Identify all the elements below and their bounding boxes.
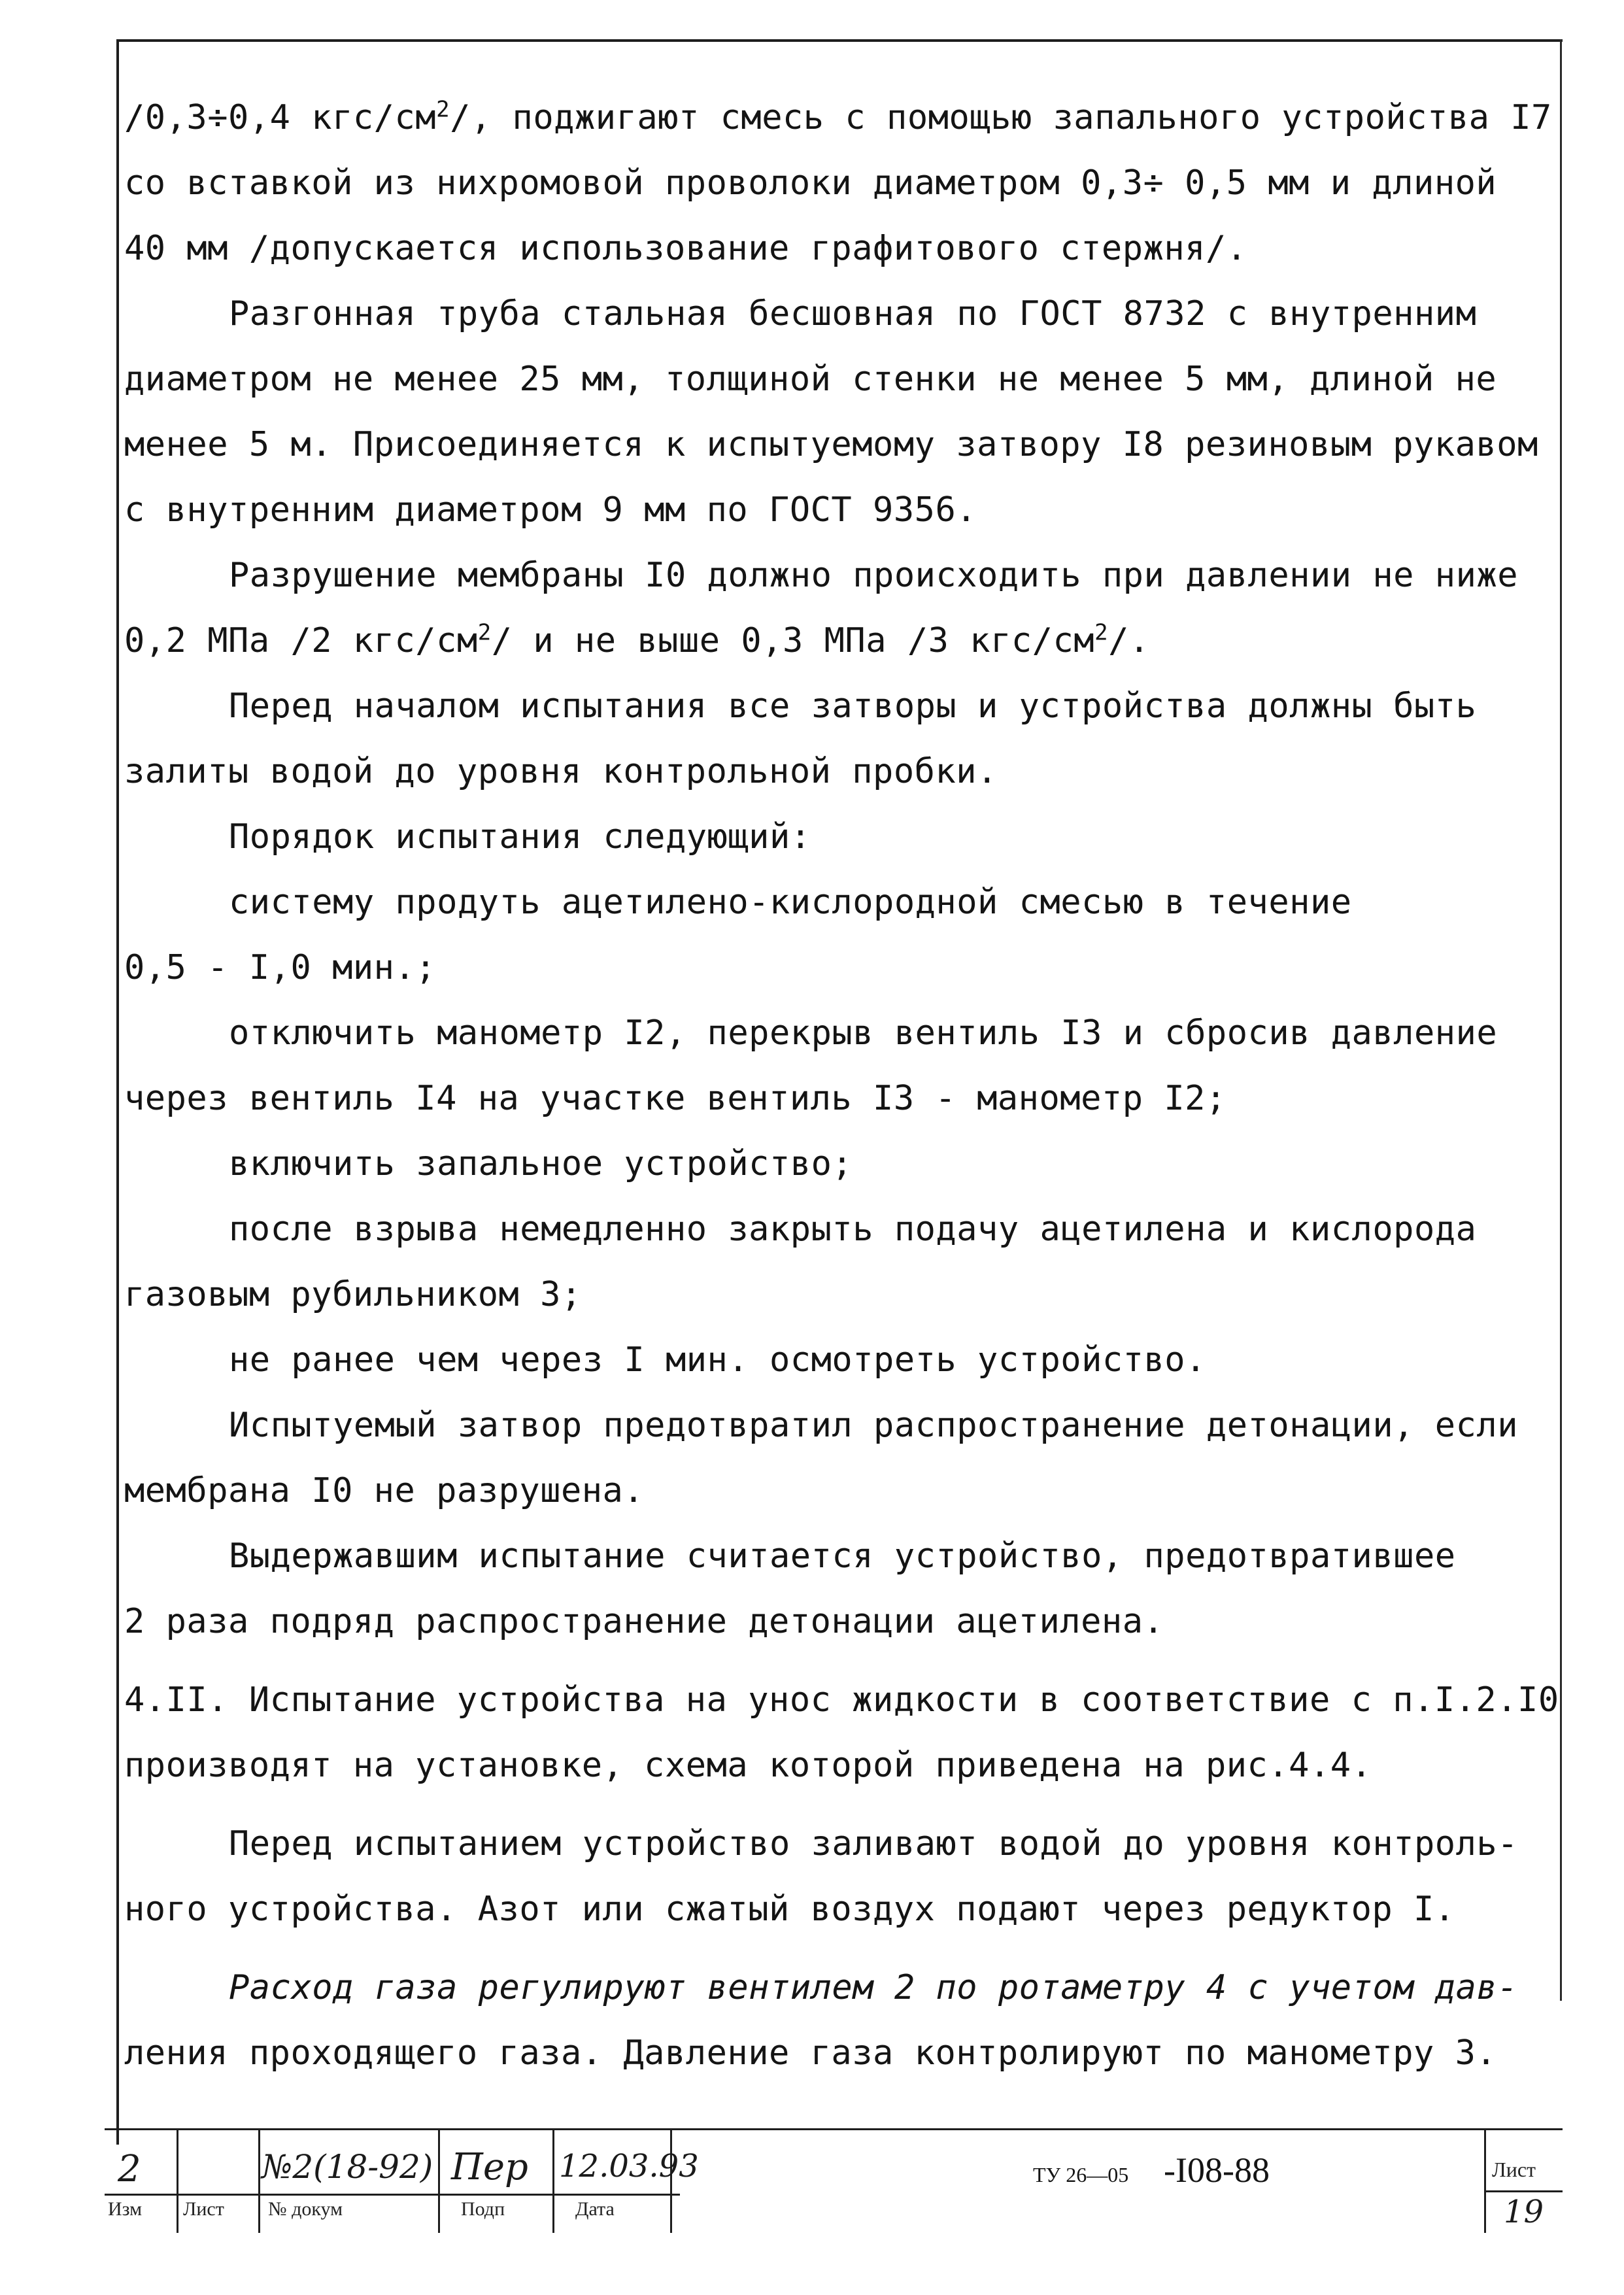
- date-value: 12.03.93: [559, 2148, 699, 2184]
- text-line: Расход газа регулируют вентилем 2 по ротаметру 4 с учетом дав-: [229, 1968, 1519, 2007]
- text-line: с внутренним диаметром 9 мм по ГОСТ 9356.: [124, 490, 977, 530]
- title-block-mid-line: [105, 2194, 680, 2196]
- list-label: Лист: [183, 2198, 224, 2220]
- text-line: 0,2 МПа /2 кгс/$см^2/$ и не выше 0,3 МПа /3 кгс/$см^2/$.: [124, 619, 1150, 660]
- text-line: залиты водой до уровня контрольной пробки.: [124, 752, 998, 791]
- document-number-value: №2(18-92): [262, 2148, 433, 2186]
- text-line: 40 мм /допускается использование графитового стержня/.: [124, 229, 1247, 268]
- text-line: производят на установке, схема которой приведена на рис.4.4.: [124, 1746, 1372, 1785]
- sheet-label: Лист: [1492, 2158, 1536, 2181]
- text-line: после взрыва немедленно закрыть подачу ацетилена и кислорода: [229, 1210, 1477, 1249]
- text-line: менее 5 м. Присоединяется к испытуемому затвору I8 резиновым рукавом: [124, 425, 1538, 464]
- text-line: 2 раза подряд распространение детонации ацетилена.: [124, 1602, 1164, 1641]
- text-line: включить запальное устройство;: [229, 1144, 853, 1183]
- text-line: ного устройства. Азот или сжатый воздух подают через редуктор I.: [124, 1890, 1455, 1929]
- text-line: не ранее чем через I мин. осмотреть устройство.: [229, 1340, 1206, 1380]
- document-number-label: № докум: [268, 2198, 343, 2220]
- change-number-value: 2: [118, 2148, 141, 2190]
- section-heading-line: 4.II. Испытание устройства на унос жидкости в соответствие с п.I.2.I0: [124, 1680, 1559, 1720]
- text-line: Испытуемый затвор предотвратил распространение детонации, если: [229, 1406, 1519, 1445]
- column-divider: [552, 2128, 554, 2233]
- text-line: газовым рубильником 3;: [124, 1275, 582, 1314]
- column-divider: [177, 2128, 178, 2233]
- document-code-number: -I08-88: [1164, 2150, 1270, 2190]
- page-frame-right: [1560, 39, 1562, 2001]
- page-frame-left: [116, 39, 119, 2145]
- change-label: Изм: [108, 2198, 143, 2220]
- column-divider: [438, 2128, 440, 2233]
- text-line: ления проходящего газа. Давление газа контролируют по манометру 3.: [124, 2033, 1497, 2073]
- date-label: Дата: [575, 2198, 615, 2220]
- document-code-prefix: ТУ 26—05: [1033, 2163, 1129, 2186]
- text-line: Перед началом испытания все затворы и устройства должны быть: [229, 687, 1477, 726]
- sheet-number: 19: [1504, 2194, 1544, 2230]
- column-divider: [1484, 2128, 1486, 2233]
- text-line: 0,5 - I,0 мин.;: [124, 948, 437, 987]
- page-frame-top: [118, 39, 1563, 42]
- text-line: диаметром не менее 25 мм, толщиной стенки не менее 5 мм, длиной не: [124, 360, 1497, 399]
- text-line: Перед испытанием устройство заливают водой до уровня контроль-: [229, 1824, 1519, 1863]
- text-line: Разрушение мембраны I0 должно происходить при давлении не ниже: [229, 556, 1519, 595]
- text-line: Порядок испытания следующий:: [229, 817, 811, 857]
- text-line: /0,3÷0,4 кгс/$см^2/$, поджигают смесь с помощью запального устройства I7: [124, 96, 1552, 137]
- text-line: через вентиль I4 на участке вентиль I3 - манометр I2;: [124, 1079, 1226, 1118]
- title-block-top-line: [105, 2128, 1563, 2130]
- sheet-cell-divider: [1484, 2190, 1563, 2192]
- text-line: отключить манометр I2, перекрыв вентиль I3 и сбросив давление: [229, 1013, 1498, 1053]
- text-line: со вставкой из нихромовой проволоки диаметром 0,3÷ 0,5 мм и длиной: [124, 163, 1497, 203]
- text-line: Разгонная труба стальная бесшовная по ГОСТ 8732 с внутренним: [229, 294, 1477, 333]
- text-line: систему продуть ацетилено-кислородной смесью в течение: [229, 883, 1352, 922]
- text-line: Выдержавшим испытание считается устройство, предотвратившее: [229, 1537, 1456, 1576]
- signature-label: Подп: [461, 2198, 505, 2220]
- column-divider: [258, 2128, 260, 2233]
- signature: Пер: [451, 2146, 528, 2188]
- text-line: мембрана I0 не разрушена.: [124, 1471, 645, 1510]
